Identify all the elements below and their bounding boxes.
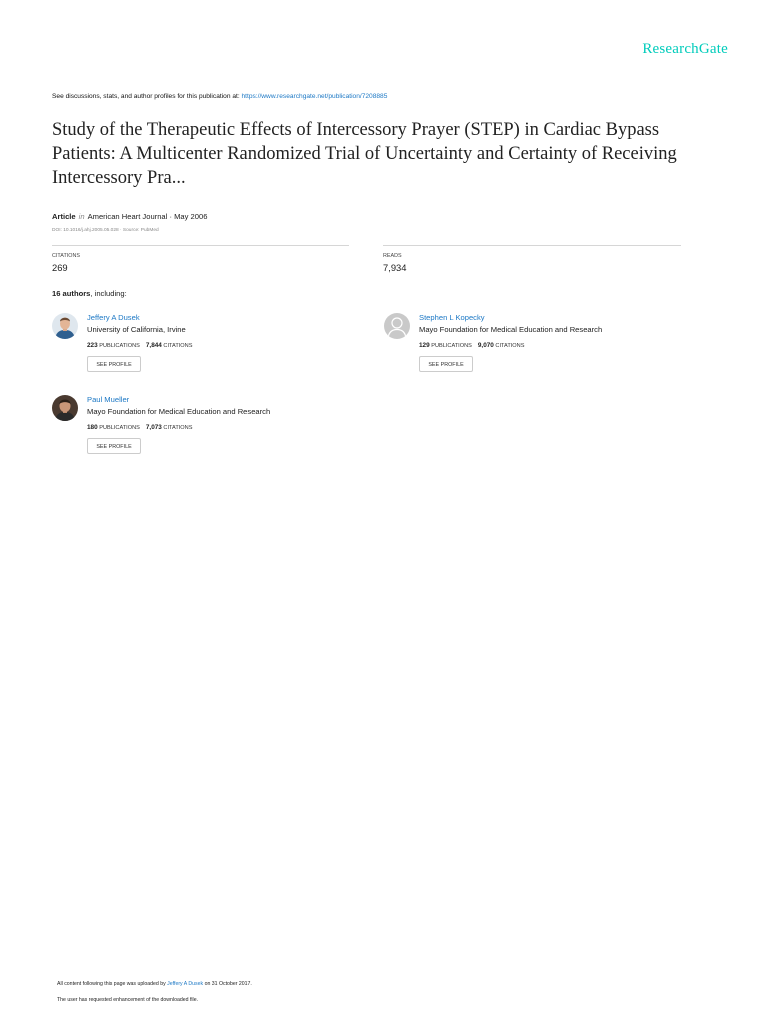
publication-title: Study of the Therapeutic Effects of Intercessory Prayer (STEP) in Cardiac Bypass Patients: A Multicenter Randomized Trial of Uncertainty and Certainty of Receiving Intercessory Pra...: [52, 120, 677, 188]
publication-type: Article: [52, 212, 76, 221]
in-word: in: [78, 212, 85, 221]
see-profile-button[interactable]: SEE PROFILE: [87, 438, 141, 454]
authors-count: 16 authors: [52, 289, 91, 298]
citations-value: 269: [52, 262, 68, 273]
researchgate-logo[interactable]: ResearchGate: [642, 41, 728, 57]
citations-label: CITATIONS: [52, 253, 80, 259]
journal-date: American Heart Journal · May 2006: [87, 212, 208, 221]
see-profile-button[interactable]: SEE PROFILE: [419, 356, 473, 372]
author-name[interactable]: Paul Mueller: [87, 395, 130, 404]
author-card: [52, 395, 372, 475]
citations-label: CITATIONS: [495, 343, 525, 349]
author-institution: Mayo Foundation for Medical Education and Research: [87, 407, 271, 416]
publication-url-link[interactable]: https://www.researchgate.net/publication/7208885: [241, 93, 388, 100]
author-card: [52, 313, 372, 393]
author-avatar[interactable]: [52, 313, 78, 339]
author-name[interactable]: Stephen L Kopecky: [419, 313, 485, 322]
publications-count: 129: [419, 342, 430, 349]
uploader-link[interactable]: Jeffery A Dusek: [167, 981, 204, 987]
citations-stat: [52, 245, 349, 273]
author-card: [384, 313, 704, 393]
enhancement-note: The user has requested enhancement of the downloaded file.: [57, 997, 199, 1003]
authors-suffix: , including:: [90, 289, 127, 298]
publications-label: PUBLICATIONS: [99, 425, 140, 431]
reads-label: READS: [383, 253, 402, 259]
citations-count: 9,070: [477, 342, 494, 349]
author-avatar[interactable]: [52, 395, 78, 421]
authors-heading: [52, 289, 127, 298]
reads-value: 7,934: [383, 262, 407, 273]
upload-prefix: All content following this page was uploaded by: [57, 981, 168, 987]
citations-label: CITATIONS: [163, 425, 193, 431]
reads-stat: [383, 245, 681, 273]
citations-count: 7,844: [145, 342, 162, 349]
discussions-line: [52, 93, 387, 100]
author-avatar-placeholder-icon[interactable]: [384, 313, 410, 339]
publications-count: 180: [87, 424, 98, 431]
publications-label: PUBLICATIONS: [431, 343, 472, 349]
publications-count: 223: [87, 342, 98, 349]
author-institution: University of California, Irvine: [87, 325, 186, 334]
author-counts: [87, 342, 192, 349]
upload-note: [57, 981, 252, 987]
author-counts: [87, 424, 192, 431]
publications-label: PUBLICATIONS: [99, 343, 140, 349]
citations-label: CITATIONS: [163, 343, 193, 349]
citations-count: 7,073: [145, 424, 162, 431]
author-name[interactable]: Jeffery A Dusek: [87, 313, 140, 322]
upload-suffix: on 31 October 2017.: [203, 981, 252, 987]
publication-meta: [52, 212, 207, 221]
doi-source: DOI: 10.1016/j.ahj.2005.05.028 · Source: PubMed: [52, 228, 159, 233]
discussions-text: See discussions, stats, and author profiles for this publication at:: [52, 93, 242, 100]
author-institution: Mayo Foundation for Medical Education and Research: [419, 325, 603, 334]
author-counts: [419, 342, 524, 349]
see-profile-button[interactable]: SEE PROFILE: [87, 356, 141, 372]
